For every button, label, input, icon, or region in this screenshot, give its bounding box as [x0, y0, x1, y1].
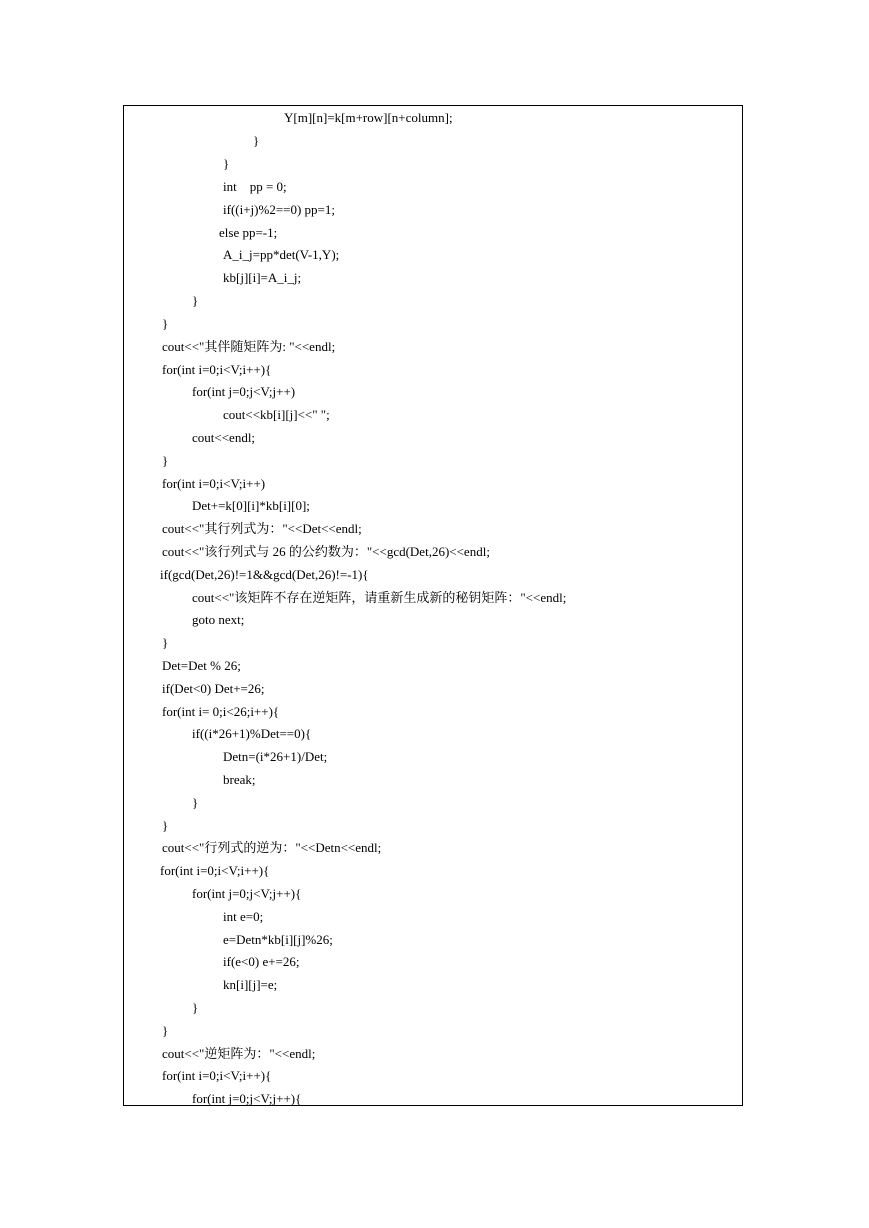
code-line: if((i*26+1)%Det==0){ [192, 726, 312, 741]
code-line: if(Det<0) Det+=26; [162, 681, 265, 696]
code-line: for(int j=0;j<V;j++){ [192, 886, 302, 901]
code-line: } [162, 1023, 169, 1038]
code-line: break; [223, 772, 256, 787]
code-line: for(int i=0;i<V;i++){ [162, 1068, 272, 1083]
code-line: } [162, 635, 169, 650]
code-listing-box [123, 105, 743, 1106]
code-line: for(int j=0;j<V;j++){ [192, 1091, 302, 1106]
code-line: e=Detn*kb[i][j]%26; [223, 932, 333, 947]
code-line: int pp = 0; [223, 179, 287, 194]
code-line: Detn=(i*26+1)/Det; [223, 749, 328, 764]
code-line: for(int i=0;i<V;i++) [162, 476, 266, 491]
code-line: kb[j][i]=A_i_j; [223, 270, 302, 285]
code-line: } [192, 1000, 199, 1015]
code-line: for(int i=0;i<V;i++){ [162, 362, 272, 377]
code-line: int e=0; [223, 909, 264, 924]
code-line: cout<<"该矩阵不存在逆矩阵，请重新生成新的秘钥矩阵："<<endl; [192, 590, 567, 605]
code-line: cout<<"其行列式为："<<Det<<endl; [162, 521, 362, 536]
code-line: Det+=k[0][i]*kb[i][0]; [192, 498, 310, 513]
code-line: cout<<"逆矩阵为："<<endl; [162, 1046, 316, 1061]
code-line: else pp=-1; [219, 225, 278, 240]
code-line: cout<<"该行列式与 26 的公约数为："<<gcd(Det,26)<<endl; [162, 544, 490, 559]
code-line: } [162, 818, 169, 833]
code-line: kn[i][j]=e; [223, 977, 278, 992]
code-line: } [253, 133, 260, 148]
code-line: } [162, 453, 169, 468]
code-line: for(int i= 0;i<26;i++){ [162, 704, 280, 719]
code-line: } [192, 293, 199, 308]
code-line: cout<<"行列式的逆为："<<Detn<<endl; [162, 840, 382, 855]
code-line: goto next; [192, 612, 245, 627]
code-line: if(e<0) e+=26; [223, 954, 300, 969]
code-line: cout<<"其伴随矩阵为: "<<endl; [162, 339, 336, 354]
code-line: if((i+j)%2==0) pp=1; [223, 202, 335, 217]
code-line: if(gcd(Det,26)!=1&&gcd(Det,26)!=-1){ [160, 567, 369, 582]
code-line: } [223, 156, 230, 171]
code-line: cout<<endl; [192, 430, 256, 445]
code-line: A_i_j=pp*det(V-1,Y); [223, 247, 340, 262]
code-line: cout<<kb[i][j]<<" "; [223, 407, 330, 422]
code-line: Y[m][n]=k[m+row][n+column]; [284, 110, 453, 125]
code-line: for(int j=0;j<V;j++) [192, 384, 296, 399]
code-line: } [162, 316, 169, 331]
code-line: for(int i=0;i<V;i++){ [160, 863, 270, 878]
code-line: } [192, 795, 199, 810]
code-line: Det=Det % 26; [162, 658, 241, 673]
